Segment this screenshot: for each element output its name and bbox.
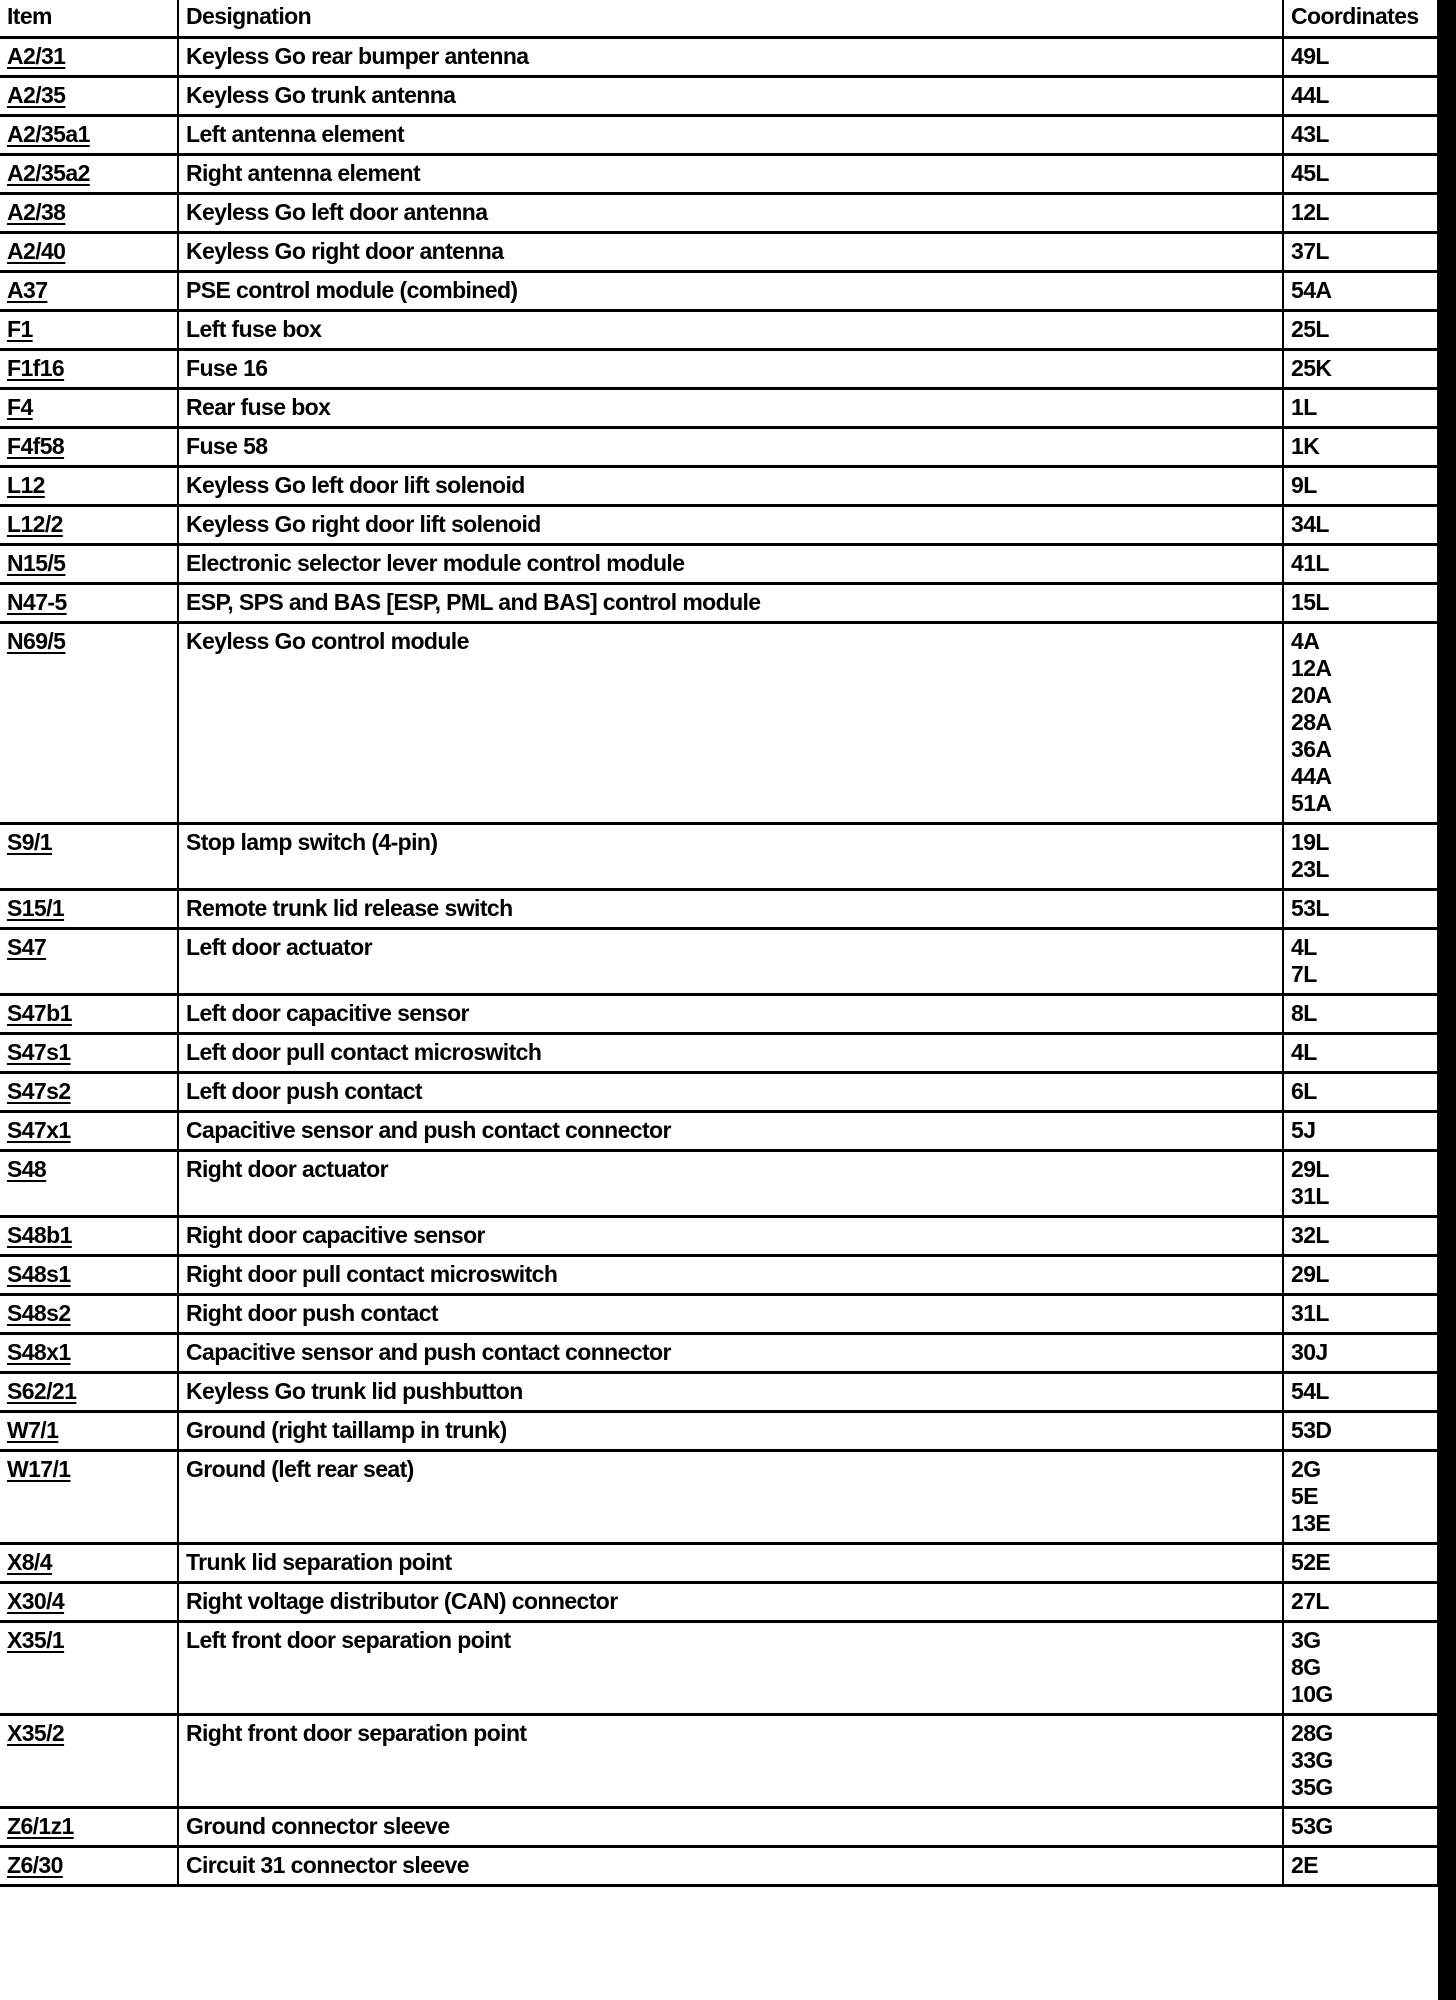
coordinate-value: 4L — [1291, 1039, 1317, 1065]
table-row — [0, 467, 1438, 506]
item-cell — [0, 545, 178, 584]
coordinate-value: 36A — [1291, 736, 1332, 762]
designation-cell: Left antenna element — [178, 116, 1283, 155]
table-row — [0, 194, 1438, 233]
item-cell — [0, 1583, 178, 1622]
table-row — [0, 545, 1438, 584]
item-cell — [0, 233, 178, 272]
item-cell — [0, 272, 178, 311]
item-cell — [0, 1847, 178, 1886]
coordinate-value: 51A — [1291, 790, 1332, 816]
coordinates-cell — [1283, 890, 1438, 929]
coordinates-cell — [1283, 1544, 1438, 1583]
coordinate-value: 27L — [1291, 1588, 1329, 1614]
table-row — [0, 1295, 1438, 1334]
item-link[interactable]: S48s2 — [7, 1300, 71, 1326]
coordinates-cell — [1283, 1808, 1438, 1847]
item-link[interactable]: A2/35a2 — [7, 160, 90, 186]
item-link[interactable]: Z6/1z1 — [7, 1813, 74, 1839]
designation-cell: Capacitive sensor and push contact connector — [178, 1334, 1283, 1373]
item-cell — [0, 1073, 178, 1112]
item-link[interactable]: S62/21 — [7, 1378, 77, 1404]
coordinates-cell — [1283, 584, 1438, 623]
coordinates-cell — [1283, 1034, 1438, 1073]
coordinate-value: 8G — [1291, 1654, 1321, 1680]
coordinates-cell — [1283, 824, 1438, 890]
designation-cell: Right door actuator — [178, 1151, 1283, 1217]
table-row — [0, 38, 1438, 77]
item-link[interactable]: S48 — [7, 1156, 47, 1182]
designation-cell: Left front door separation point — [178, 1622, 1283, 1715]
table-body — [0, 38, 1438, 1886]
table-row — [0, 1622, 1438, 1715]
item-cell — [0, 929, 178, 995]
designation-cell: Right front door separation point — [178, 1715, 1283, 1808]
item-cell — [0, 995, 178, 1034]
coordinates-cell — [1283, 311, 1438, 350]
item-cell — [0, 155, 178, 194]
item-link[interactable]: A2/40 — [7, 238, 66, 264]
designation-cell: Keyless Go left door antenna — [178, 194, 1283, 233]
coordinates-cell — [1283, 929, 1438, 995]
coordinates-cell — [1283, 194, 1438, 233]
coordinates-cell — [1283, 1073, 1438, 1112]
designation-cell: Keyless Go trunk antenna — [178, 77, 1283, 116]
coordinate-value: 19L — [1291, 829, 1329, 855]
coordinates-cell — [1283, 545, 1438, 584]
coordinate-value: 13E — [1291, 1510, 1331, 1536]
table-row — [0, 1412, 1438, 1451]
coordinate-value: 28A — [1291, 709, 1332, 735]
designation-cell: Left fuse box — [178, 311, 1283, 350]
coordinate-value: 3G — [1291, 1627, 1321, 1653]
coordinates-cell — [1283, 1412, 1438, 1451]
item-link[interactable]: A2/35 — [7, 82, 66, 108]
table-row — [0, 929, 1438, 995]
item-link[interactable]: X8/4 — [7, 1549, 52, 1575]
table-row — [0, 233, 1438, 272]
designation-cell: Electronic selector lever module control module — [178, 545, 1283, 584]
coordinate-value: 1L — [1291, 394, 1317, 420]
coordinates-cell — [1283, 1715, 1438, 1808]
designation-cell: Right door pull contact microswitch — [178, 1256, 1283, 1295]
designation-cell: Circuit 31 connector sleeve — [178, 1847, 1283, 1886]
table-row — [0, 995, 1438, 1034]
designation-cell: Left door capacitive sensor — [178, 995, 1283, 1034]
item-link[interactable]: S15/1 — [7, 895, 65, 921]
coordinate-value: 31L — [1291, 1183, 1329, 1209]
table-row — [0, 1715, 1438, 1808]
item-cell — [0, 1295, 178, 1334]
designation-cell: Keyless Go right door antenna — [178, 233, 1283, 272]
table-row — [0, 1583, 1438, 1622]
item-cell — [0, 890, 178, 929]
item-link[interactable]: A2/35a1 — [7, 121, 90, 147]
item-link[interactable]: S47x1 — [7, 1117, 71, 1143]
table-row — [0, 77, 1438, 116]
coordinates-cell — [1283, 77, 1438, 116]
coordinate-value: 2G — [1291, 1456, 1321, 1482]
coordinate-value: 35G — [1291, 1774, 1333, 1800]
table-row — [0, 1073, 1438, 1112]
coordinate-value: 15L — [1291, 589, 1329, 615]
item-cell — [0, 1715, 178, 1808]
item-cell — [0, 1256, 178, 1295]
coordinates-cell — [1283, 233, 1438, 272]
item-link[interactable]: A2/38 — [7, 199, 66, 225]
coordinates-cell — [1283, 1334, 1438, 1373]
item-cell — [0, 389, 178, 428]
designation-cell: Fuse 58 — [178, 428, 1283, 467]
right-edge-bar — [1438, 0, 1456, 2000]
coordinate-value: 20A — [1291, 682, 1332, 708]
coordinate-value: 53D — [1291, 1417, 1332, 1443]
item-cell — [0, 467, 178, 506]
coordinates-cell — [1283, 623, 1438, 824]
coordinate-value: 33G — [1291, 1747, 1333, 1773]
designation-cell: Keyless Go trunk lid pushbutton — [178, 1373, 1283, 1412]
table-row — [0, 1334, 1438, 1373]
item-link[interactable]: A37 — [7, 277, 48, 303]
table-row — [0, 1808, 1438, 1847]
header-coordinates: Coordinates — [1283, 0, 1438, 38]
item-link[interactable]: X35/2 — [7, 1720, 65, 1746]
item-link[interactable]: A2/31 — [7, 43, 66, 69]
coordinates-cell — [1283, 995, 1438, 1034]
coordinate-value: 43L — [1291, 121, 1329, 147]
table-row — [0, 824, 1438, 890]
coordinates-cell — [1283, 1151, 1438, 1217]
designation-cell: Remote trunk lid release switch — [178, 890, 1283, 929]
item-link[interactable]: N15/5 — [7, 550, 66, 576]
coordinate-value: 52E — [1291, 1549, 1331, 1575]
item-cell — [0, 77, 178, 116]
item-link[interactable]: S47s1 — [7, 1039, 71, 1065]
designation-cell: Keyless Go rear bumper antenna — [178, 38, 1283, 77]
coordinates-cell — [1283, 116, 1438, 155]
table-row — [0, 155, 1438, 194]
coordinates-cell — [1283, 467, 1438, 506]
item-cell — [0, 1451, 178, 1544]
item-link[interactable]: W7/1 — [7, 1417, 59, 1443]
item-cell — [0, 1622, 178, 1715]
designation-cell: Keyless Go right door lift solenoid — [178, 506, 1283, 545]
coordinate-value: 37L — [1291, 238, 1329, 264]
item-cell — [0, 1217, 178, 1256]
item-cell — [0, 1373, 178, 1412]
coordinates-cell — [1283, 155, 1438, 194]
designation-cell: Left door pull contact microswitch — [178, 1034, 1283, 1073]
coordinates-cell — [1283, 1295, 1438, 1334]
designation-cell: Ground (right taillamp in trunk) — [178, 1412, 1283, 1451]
item-link[interactable]: N69/5 — [7, 628, 66, 654]
table-row — [0, 1373, 1438, 1412]
coordinate-value: 6L — [1291, 1078, 1317, 1104]
coordinate-value: 53L — [1291, 895, 1329, 921]
designation-cell: PSE control module (combined) — [178, 272, 1283, 311]
table-row — [0, 389, 1438, 428]
coordinate-value: 12A — [1291, 655, 1332, 681]
coordinate-value: 54L — [1291, 1378, 1329, 1404]
coordinate-value: 25K — [1291, 355, 1332, 381]
item-cell — [0, 1544, 178, 1583]
table-row — [0, 1151, 1438, 1217]
designation-cell: Stop lamp switch (4-pin) — [178, 824, 1283, 890]
item-cell — [0, 311, 178, 350]
coordinate-value: 2E — [1291, 1852, 1318, 1878]
coordinate-value: 34L — [1291, 511, 1329, 537]
item-cell — [0, 1808, 178, 1847]
item-link[interactable]: W17/1 — [7, 1456, 71, 1482]
coordinate-value: 45L — [1291, 160, 1329, 186]
table-row — [0, 1847, 1438, 1886]
item-link[interactable]: S48x1 — [7, 1339, 71, 1365]
coordinates-cell — [1283, 1112, 1438, 1151]
item-link[interactable]: L12/2 — [7, 511, 63, 537]
header-item: Item — [0, 0, 178, 38]
item-cell — [0, 428, 178, 467]
item-link[interactable]: N47-5 — [7, 589, 67, 615]
table-row — [0, 350, 1438, 389]
item-cell — [0, 1112, 178, 1151]
coordinates-cell — [1283, 350, 1438, 389]
designation-cell: Trunk lid separation point — [178, 1544, 1283, 1583]
table-row — [0, 890, 1438, 929]
coordinates-cell — [1283, 1451, 1438, 1544]
coordinates-cell — [1283, 1373, 1438, 1412]
item-cell — [0, 1151, 178, 1217]
item-cell — [0, 350, 178, 389]
item-link[interactable]: F1f16 — [7, 355, 65, 381]
coordinate-value: 44A — [1291, 763, 1332, 789]
coordinates-cell — [1283, 506, 1438, 545]
item-cell — [0, 1334, 178, 1373]
coordinate-value: 32L — [1291, 1222, 1329, 1248]
coordinate-value: 5E — [1291, 1483, 1318, 1509]
table-row — [0, 1217, 1438, 1256]
item-cell — [0, 584, 178, 623]
item-cell — [0, 116, 178, 155]
table-row — [0, 272, 1438, 311]
item-link[interactable]: L12 — [7, 472, 45, 498]
designation-cell: Left door push contact — [178, 1073, 1283, 1112]
designation-cell: Right antenna element — [178, 155, 1283, 194]
coordinates-cell — [1283, 1217, 1438, 1256]
item-link[interactable]: Z6/30 — [7, 1852, 63, 1878]
header-designation: Designation — [178, 0, 1283, 38]
coordinate-value: 5J — [1291, 1117, 1316, 1143]
table-row — [0, 584, 1438, 623]
item-link[interactable]: X35/1 — [7, 1627, 65, 1653]
coordinate-value: 10G — [1291, 1681, 1333, 1707]
item-cell — [0, 38, 178, 77]
table-row — [0, 623, 1438, 824]
table-row — [0, 506, 1438, 545]
designation-cell: Keyless Go control module — [178, 623, 1283, 824]
designation-cell: Rear fuse box — [178, 389, 1283, 428]
item-cell — [0, 1034, 178, 1073]
designation-cell: Capacitive sensor and push contact connector — [178, 1112, 1283, 1151]
coordinates-cell — [1283, 1583, 1438, 1622]
table-row — [0, 1034, 1438, 1073]
coordinate-value: 7L — [1291, 961, 1317, 987]
coordinate-value: 9L — [1291, 472, 1317, 498]
coordinate-value: 1K — [1291, 433, 1320, 459]
table-row — [0, 116, 1438, 155]
coordinate-value: 44L — [1291, 82, 1329, 108]
item-link[interactable]: F1 — [7, 316, 33, 342]
designation-cell: Ground (left rear seat) — [178, 1451, 1283, 1544]
coordinate-value: 30J — [1291, 1339, 1328, 1365]
coordinates-cell — [1283, 1256, 1438, 1295]
item-cell — [0, 824, 178, 890]
item-cell — [0, 623, 178, 824]
coordinates-cell — [1283, 389, 1438, 428]
item-link[interactable]: S48b1 — [7, 1222, 72, 1248]
item-link[interactable]: S47s2 — [7, 1078, 71, 1104]
coordinate-value: 41L — [1291, 550, 1329, 576]
coordinate-value: 49L — [1291, 43, 1329, 69]
coordinate-value: 54A — [1291, 277, 1332, 303]
item-link[interactable]: S48s1 — [7, 1261, 71, 1287]
coordinates-cell — [1283, 272, 1438, 311]
coordinates-cell — [1283, 1847, 1438, 1886]
designation-cell: Right door push contact — [178, 1295, 1283, 1334]
table-header-row — [0, 0, 1438, 38]
item-link[interactable]: S47b1 — [7, 1000, 72, 1026]
item-cell — [0, 506, 178, 545]
item-link[interactable]: X30/4 — [7, 1588, 65, 1614]
coordinate-value: 28G — [1291, 1720, 1333, 1746]
designation-cell: Keyless Go left door lift solenoid — [178, 467, 1283, 506]
item-link[interactable]: F4f58 — [7, 433, 65, 459]
table-row — [0, 1112, 1438, 1151]
coordinates-cell — [1283, 1622, 1438, 1715]
coordinate-value: 53G — [1291, 1813, 1333, 1839]
item-link[interactable]: S9/1 — [7, 829, 52, 855]
coordinate-value: 8L — [1291, 1000, 1317, 1026]
table-row — [0, 1451, 1438, 1544]
designation-cell: Ground connector sleeve — [178, 1808, 1283, 1847]
table-row — [0, 1256, 1438, 1295]
coordinate-value: 12L — [1291, 199, 1329, 225]
designation-cell: Fuse 16 — [178, 350, 1283, 389]
coordinate-value: 4A — [1291, 628, 1320, 654]
designation-cell: ESP, SPS and BAS [ESP, PML and BAS] control module — [178, 584, 1283, 623]
table-row — [0, 428, 1438, 467]
designation-cell: Right door capacitive sensor — [178, 1217, 1283, 1256]
coordinate-value: 29L — [1291, 1156, 1329, 1182]
coordinate-value: 31L — [1291, 1300, 1329, 1326]
coordinate-value: 29L — [1291, 1261, 1329, 1287]
coordinate-value: 23L — [1291, 856, 1329, 882]
item-link[interactable]: S47 — [7, 934, 47, 960]
table-row — [0, 311, 1438, 350]
coordinate-value: 25L — [1291, 316, 1329, 342]
designation-cell: Left door actuator — [178, 929, 1283, 995]
item-link[interactable]: F4 — [7, 394, 33, 420]
coordinates-cell — [1283, 428, 1438, 467]
designation-cell: Right voltage distributor (CAN) connector — [178, 1583, 1283, 1622]
table-row — [0, 1544, 1438, 1583]
coordinates-cell — [1283, 38, 1438, 77]
item-cell — [0, 1412, 178, 1451]
coordinate-value: 4L — [1291, 934, 1317, 960]
item-cell — [0, 194, 178, 233]
